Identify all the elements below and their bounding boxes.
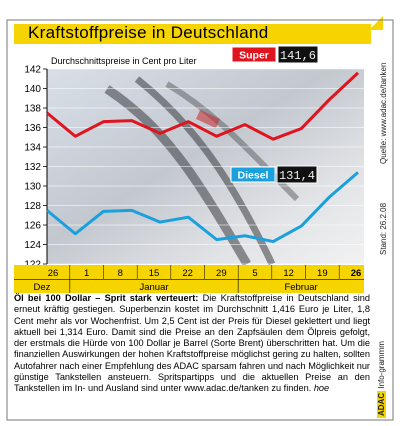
month-label: Dez [33,282,51,293]
legend-label: Super [239,49,269,62]
month-label: Januar [139,282,169,293]
month-label: Februar [284,282,318,293]
x-tick-label: 26 [47,268,59,279]
price-display: 141,6 [279,49,317,63]
legend-label: Diesel [237,169,269,182]
y-tick-label: 132 [24,162,41,173]
x-tick-label: 15 [148,268,160,279]
x-tick-label: 19 [317,268,328,279]
x-tick-label: 12 [283,268,294,279]
article-credit: hoe [313,383,330,394]
article-headline: Öl bei 100 Dollar – Sprit stark verteuert: [14,293,199,303]
x-tick-label: 8 [117,268,123,279]
y-tick-label: 134 [24,142,41,154]
y-tick-label: 128 [24,201,41,212]
x-tick-label: 26 [350,268,362,279]
y-tick-label: 138 [24,103,41,115]
page-title: Kraftstoffpreise in Deutschland [28,23,269,42]
y-axis-label: Durchschnittspreise in Cent pro Liter [51,56,197,66]
x-tick-label: 5 [252,268,258,279]
y-tick-label: 124 [24,240,41,251]
y-tick-label: 126 [24,220,41,232]
x-tick-label: 29 [216,268,227,279]
source-note: Quelle: www.adac.de/tanken [379,62,388,164]
x-axis-divider [14,279,364,280]
y-tick-label: 130 [24,181,41,193]
x-tick-label: 1 [84,268,90,279]
y-tick-label: 140 [24,84,41,95]
date-note: Stand: 26.2.08 [379,202,388,255]
x-tick-label: 22 [182,268,193,279]
price-display: 131,4 [278,169,316,183]
y-tick-label: 142 [24,64,41,76]
article [14,293,370,395]
brand-rest: Info-grammm [377,341,386,389]
brand-credit [377,341,386,418]
article-text: Die Kraftstoffpreise in Deutschland sind erneut kräftig gestiegen. Superbenzin kostet im Durchschnitt 1,416 Euro je Liter, 1,8 Cent mehr als vor Wochenfrist. Um 2,5 Cent ist der Preis für Diesel geklettert und liegt aktuell bei 1,314 Euro. Damit sind die Preise an den Zapfsäulen dem Ölpreis gefolgt, der erstmals die Hürde von 100 Dollar je Barrel (Sorte Brent) überschritten hat. Um die finanziellen Auswirkungen der hohen Kraftstoffpreise möglichst gering zu halten, sollten Autofahrer nach einer Empfehlung des ADAC sparsam fahren und nach Möglichkeit nur günstige Tankstellen ansteuern. Spritspartipps und die aktuellen Preise an den Tankstellen im In- und Ausland sind unter www.adac.de/tanken zu finden. [14,293,370,394]
brand-logo: ADAC [377,392,386,416]
y-tick-label: 136 [24,123,41,134]
